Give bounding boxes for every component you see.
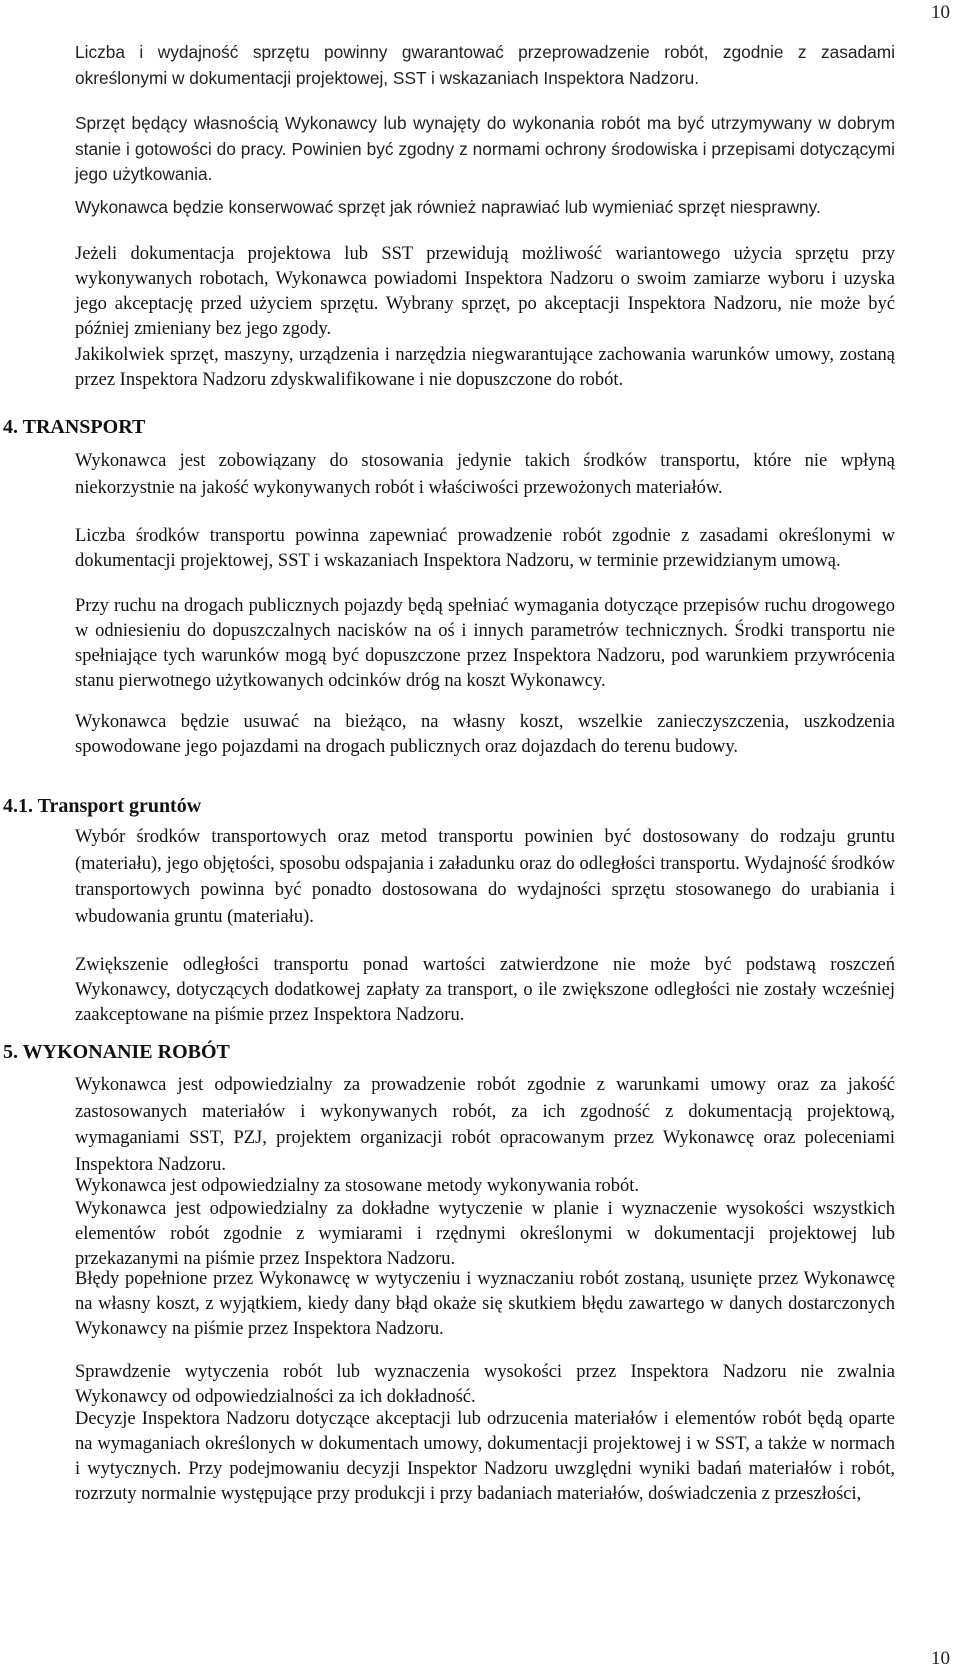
paragraph: Sprawdzenie wytyczenia robót lub wyznaczenia wysokości przez Inspektora Nadzoru nie zwalnia Wykonawcy od odpowiedzialności za ich dokładność. xyxy=(75,1362,895,1407)
paragraph: Zwiększenie odległości transportu ponad wartości zatwierdzone nie może być podstawą roszczeń Wykonawcy, dotyczących dodatkowej zapłaty za transport, o ile zwiększone odległości nie zostały wcześniej zaakceptowane na piśmie przez Inspektora Nadzoru. xyxy=(75,955,895,1025)
paragraph: Sprzęt będący własnością Wykonawcy lub wynajęty do wykonania robót ma być utrzymywany w dobrym stanie i gotowości do pracy. Powinien być zgodny z normami ochrony środowiska i przepisami dotyczącymi jego użytkowania. xyxy=(75,113,895,184)
paragraph: Jeżeli dokumentacja projektowa lub SST przewidują możliwość wariantowego użycia sprzętu przy wykonywanych robotach, Wykonawca powiadomi Inspektora Nadzoru o swoim zamiarze wyboru i uzyska jego akceptację przed użyciem sprzętu. Wybrany sprzęt, po akceptacji Inspektora Nadzoru, nie może być później zmieniany bez jego zgody. xyxy=(75,244,895,339)
paragraph: Przy ruchu na drogach publicznych pojazdy będą spełniać wymagania dotyczące przepisów ruchu drogowego w odniesieniu do dopuszczalnych nacisków na oś i innych parametrów technicznych. Środki transportu nie spełniające tych warunków mogą być dopuszczone przez Inspektora Nadzoru, pod warunkiem przywrócenia stanu pierwotnego użytkowanych odcinków dróg na koszt Wykonawcy. xyxy=(75,596,895,691)
paragraph: Wykonawca jest odpowiedzialny za stosowane metody wykonywania robót. xyxy=(75,1176,640,1196)
section-heading: 4. TRANSPORT xyxy=(3,416,146,438)
paragraph: Liczba środków transportu powinna zapewniać prowadzenie robót zgodnie z zasadami określonymi w dokumentacji projektowej, SST i wskazaniach Inspektora Nadzoru, w terminie przewidzianym umową. xyxy=(75,526,895,571)
paragraph: Jakikolwiek sprzęt, maszyny, urządzenia i narzędzia niegwarantujące zachowania warunków umowy, zostaną przez Inspektora Nadzoru zdyskwalifikowane i nie dopuszczone do robót. xyxy=(75,345,895,390)
paragraph: Wybór środków transportowych oraz metod transportu powinien być dostosowany do rodzaju gruntu (materiału), jego objętości, sposobu odspajania i załadunku oraz do odległości transportu. Wydajność środków transportowych powinna być ponadto dostosowana do wydajności sprzętu stosowanego do urabiania i wbudowania gruntu (materiału). xyxy=(75,827,895,927)
section-heading: 5. WYKONANIE ROBÓT xyxy=(3,1041,230,1063)
paragraph: Wykonawca będzie konserwować sprzęt jak również naprawiać lub wymieniać sprzęt niesprawny. xyxy=(75,197,821,217)
paragraph: Wykonawca jest odpowiedzialny za dokładne wytyczenie w planie i wyznaczenie wysokości wszystkich elementów robót zgodnie z wymiarami i rzędnymi określonymi w dokumentacji projektowej lub przekazanymi na piśmie przez Inspektora Nadzoru. xyxy=(75,1199,895,1269)
subsection-heading: 4.1. Transport gruntów xyxy=(3,795,202,817)
paragraph: Wykonawca będzie usuwać na bieżąco, na własny koszt, wszelkie zanieczyszczenia, uszkodzenia spowodowane jego pojazdami na drogach publicznych oraz dojazdach do terenu budowy. xyxy=(75,712,895,757)
paragraph: Liczba i wydajność sprzętu powinny gwarantować przeprowadzenie robót, zgodnie z zasadami określonymi w dokumentacji projektowej, SST i wskazaniach Inspektora Nadzoru. xyxy=(75,42,895,88)
paragraph: Wykonawca jest odpowiedzialny za prowadzenie robót zgodnie z warunkami umowy oraz za jakość zastosowanych materiałów i wykonywanych robót, za ich zgodność z dokumentacją projektową, wymaganiami SST, PZJ, projektem organizacji robót opracowanym przez Wykonawcę oraz poleceniami Inspektora Nadzoru. xyxy=(75,1075,895,1175)
page-number-top: 10 xyxy=(931,2,950,23)
paragraph: Decyzje Inspektora Nadzoru dotyczące akceptacji lub odrzucenia materiałów i elementów robót będą oparte na wymaganiach określonych w dokumentach umowy, dokumentacji projektowej i w SST, a także w normach i wytycznych. Przy podejmowaniu decyzji Inspektor Nadzoru uwzględni wyniki badań materiałów i robót, rozrzuty normalnie występujące przy produkcji i przy badaniach materiałów, doświadczenia z przeszłości, xyxy=(75,1409,895,1504)
paragraph: Wykonawca jest zobowiązany do stosowania jedynie takich środków transportu, które nie wpłyną niekorzystnie na jakość wykonywanych robót i właściwości przewożonych materiałów. xyxy=(75,451,895,498)
page-number-bottom: 10 xyxy=(931,1648,950,1669)
paragraph: Błędy popełnione przez Wykonawcę w wytyczeniu i wyznaczaniu robót zostaną, usunięte przez Wykonawcę na własny koszt, z wyjątkiem, kiedy dany błąd okaże się skutkiem błędu zawartego w danych dostarczonych Wykonawcy na piśmie przez Inspektora Nadzoru. xyxy=(75,1269,895,1339)
